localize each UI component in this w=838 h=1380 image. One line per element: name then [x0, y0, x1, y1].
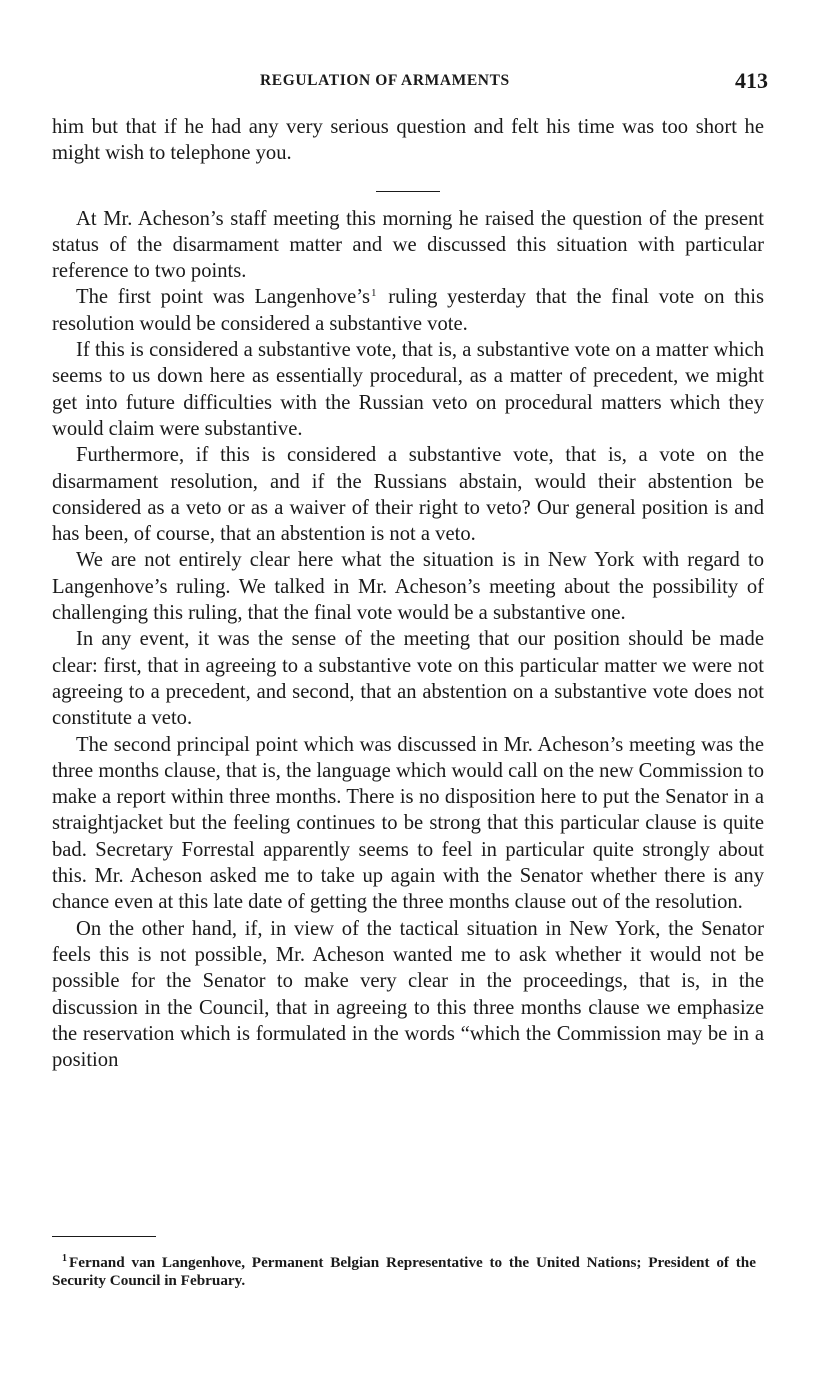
- footnote-marker: 1: [62, 1252, 67, 1264]
- paragraph-text: ruling yesterday that the final vote on this resolution would be considered a substantive vote.: [52, 286, 764, 335]
- paragraph: If this is considered a substantive vote, that is, a substantive vote on a matter which seems to us down here as essentially procedural, as a matter of precedent, we might get into future difficulties with the Russian veto on procedural matters which they would claim were substantive.: [52, 339, 764, 440]
- paragraph: Furthermore, if this is considered a substantive vote, that is, a vote on the disarmament resolution, and if the Russians abstain, would their abstention be considered as a veto or as a waiver of their right to veto? Our general position is and has been, of course, that an abstention is not a veto.: [52, 444, 764, 546]
- paragraph-with-footnote-ref: [52, 284, 764, 337]
- paragraph-continued: him but that if he had any very serious question and felt his time was too short he might wish to telephone you.: [52, 116, 764, 165]
- body-text: [52, 114, 764, 1073]
- paragraph: At Mr. Acheson’s staff meeting this morning he raised the question of the present status of the disarmament matter and we discussed this situation with particular reference to two points.: [52, 207, 764, 283]
- section-divider: [376, 191, 440, 192]
- paragraph: In any event, it was the sense of the meeting that our position should be made clear: first, that in agreeing to a substantive vote on this particular matter we were not agreeing to a precedent, and second, that an abstention on a substantive vote does not constitute a veto.: [52, 628, 764, 730]
- paragraph: The second principal point which was discussed in Mr. Acheson’s meeting was the three months clause, that is, the language which would call on the new Commission to make a report within three months. There is no disposition here to put the Senator in a straightjacket but the feeling continues to be strong that this particular clause is quite bad. Secretary Forrestal apparently seems to feel in particular quite strongly about this. Mr. Acheson asked me to take up again with the Senator whether there is any chance even at this late date of getting the three months clause out of the resolution.: [52, 733, 764, 914]
- page-number: 413: [735, 68, 768, 93]
- paragraph-text: The first point was Langenhove’s: [76, 286, 370, 309]
- running-head: [52, 68, 768, 98]
- paragraph: We are not entirely clear here what the situation is in New York with regard to Langenhove’s ruling. We talked in Mr. Acheson’s meeting about the possibility of challenging this ruling, that the final vote would be a substantive one.: [52, 549, 764, 625]
- paragraph: On the other hand, if, in view of the tactical situation in New York, the Senator feels this is not possible, Mr. Acheson wanted me to ask whether it would not be possible for the Senator to make very clear in the proceedings, that is, in the discussion in the Council, that in agreeing to this three months clause we emphasize the reservation which is formulated in the words “which the Commission may be in a position: [52, 917, 764, 1072]
- footnote: [52, 1254, 756, 1290]
- footnote-reference: 1: [370, 286, 377, 299]
- footnote-divider: [52, 1236, 156, 1237]
- footnote-text: Fernand van Langenhove, Permanent Belgian Representative to the United Nations; President of the Security Council in February.: [52, 1254, 756, 1289]
- running-title: REGULATION OF ARMAMENTS: [260, 72, 510, 89]
